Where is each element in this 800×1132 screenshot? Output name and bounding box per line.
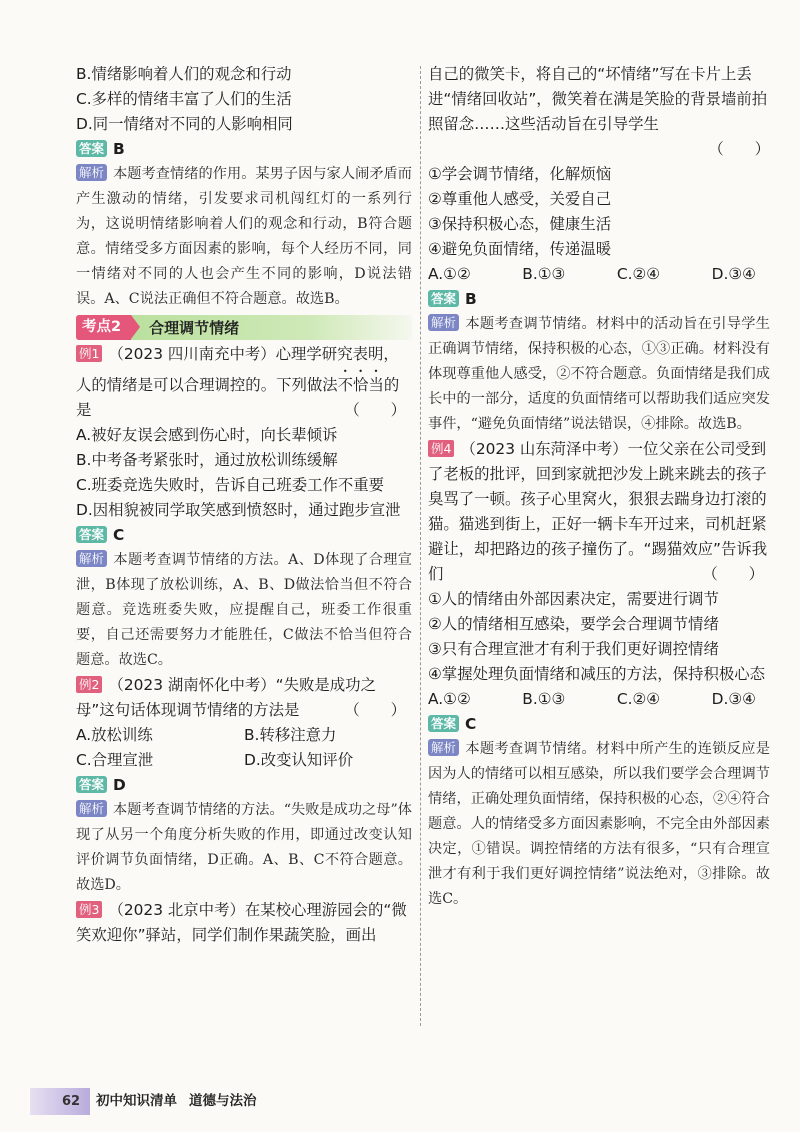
choice: A.①② bbox=[428, 265, 471, 283]
option: A.放松训练 bbox=[76, 726, 153, 744]
example-tag: 例3 bbox=[76, 901, 102, 918]
choice: B.①③ bbox=[522, 265, 566, 283]
statement-item: ④掌握处理负面情绪和减压的方法，保持积极心态 bbox=[428, 665, 766, 683]
answer-line bbox=[428, 287, 770, 312]
answer-blank: （ ） bbox=[702, 565, 764, 583]
answer-blank: （ ） bbox=[708, 140, 770, 158]
option-line: C.班委竞选失败时，告诉自己班委工作不重要 bbox=[76, 476, 385, 494]
choice: A.①② bbox=[428, 690, 471, 708]
knowledge-point-banner bbox=[76, 315, 412, 340]
emphasized-text: 不恰当 bbox=[337, 376, 384, 394]
choice: D.③④ bbox=[711, 265, 756, 283]
explanation-text: 本题考查调节情绪的方法。“失败是成功之母”体现了从另一个角度分析失败的作用，即通过改变认知评价调节负面情绪，D正确。A、B、C不符合题意。故选D。 bbox=[76, 802, 412, 893]
answer-tag: 答案 bbox=[428, 290, 459, 307]
options-grid bbox=[76, 723, 412, 773]
choice: C.②④ bbox=[616, 265, 661, 283]
answer-value: C bbox=[465, 715, 477, 733]
stem-text: （2023 湖南怀化中考）“失败是成功之母”这句话体现调节情绪的方法是 bbox=[76, 676, 376, 719]
explanation-tag: 解析 bbox=[76, 800, 107, 817]
answer-tag: 答案 bbox=[76, 776, 107, 793]
right-column bbox=[428, 62, 770, 912]
statement-item: ②尊重他人感受，关爱自己 bbox=[428, 190, 612, 208]
answer-value: B bbox=[113, 140, 125, 158]
explanation-text: 本题考查调节情绪。材料中的活动旨在引导学生正确调节情绪，保持积极的心态，①③正确。材料没有体现尊重他人感受，②不符合题意。负面情绪是我们成长中的一部分，适度的负面情绪可以帮助我们适应突发事件，“避免负面情绪”说法错误，④排除。故选B。 bbox=[428, 316, 770, 432]
answer-tag: 答案 bbox=[428, 715, 459, 732]
example-tag: 例1 bbox=[76, 345, 102, 362]
stem-text: （2023 北京中考）在某校心理游园会的“微笑欢迎你”驿站，同学们制作果蔬笑脸，画出 bbox=[76, 901, 407, 944]
explanation-tag: 解析 bbox=[76, 550, 107, 567]
option-line: B.情绪影响着人们的观念和行动 bbox=[76, 65, 292, 83]
answer-tag: 答案 bbox=[76, 526, 107, 543]
answer-line bbox=[76, 773, 412, 798]
example-3-stem bbox=[76, 898, 412, 948]
left-column bbox=[76, 62, 412, 948]
answer-value: D bbox=[113, 776, 126, 794]
option-line: C.多样的情绪丰富了人们的生活 bbox=[76, 90, 292, 108]
page-number: 62 bbox=[62, 1094, 81, 1109]
statement-item: ④避免负面情绪，传递温暖 bbox=[428, 240, 612, 258]
explanation bbox=[428, 312, 770, 437]
option: D.改变认知评价 bbox=[244, 751, 354, 769]
answer-blank-line bbox=[428, 137, 770, 162]
example-tag: 例4 bbox=[428, 440, 454, 457]
explanation bbox=[76, 548, 412, 673]
footer-title bbox=[96, 1088, 269, 1115]
footer-color-bar bbox=[30, 1088, 90, 1115]
explanation-text: 本题考查调节情绪。材料中所产生的连锁反应是因为人的情绪可以相互感染，所以我们要学会合理调节情绪，正确处理负面情绪，保持积极的心态，②④符合题意。人的情绪受多方面因素影响，不完全由外部因素决定，①错误。调控情绪的方法有很多，“只有合理宣泄才有利于我们更好调控情绪”说法绝对，③排除。故选C。 bbox=[428, 741, 770, 907]
answer-line bbox=[428, 712, 770, 737]
choice-row bbox=[428, 262, 770, 287]
explanation-tag: 解析 bbox=[76, 164, 107, 181]
statement-item: ②人的情绪相互感染，要学会合理调节情绪 bbox=[428, 615, 719, 633]
knowledge-point-title: 合理调节情绪 bbox=[149, 319, 240, 337]
option-line: B.中考备考紧张时，通过放松训练缓解 bbox=[76, 451, 338, 469]
choice: C.②④ bbox=[616, 690, 661, 708]
choice: B.①③ bbox=[522, 690, 566, 708]
statement-item: ①学会调节情绪，化解烦恼 bbox=[428, 165, 612, 183]
explanation-tag: 解析 bbox=[428, 739, 459, 756]
explanation-text: 本题考查情绪的作用。某男子因与家人闹矛盾而产生激动的情绪，引发要求司机闯红灯的一系列行为，这说明情绪影响着人们的观念和行动，B符合题意。情绪受多方面因素的影响，每个人经历不同，同一情绪对不同的人也会产生不同的影响，D说法错误。A、C说法正确但不符合题意。故选B。 bbox=[76, 166, 412, 307]
answer-value: B bbox=[465, 290, 477, 308]
explanation-tag: 解析 bbox=[428, 314, 459, 331]
knowledge-point-badge: 考点2 bbox=[76, 315, 131, 340]
option: C.合理宣泄 bbox=[76, 751, 154, 769]
explanation bbox=[76, 798, 412, 898]
option: B.转移注意力 bbox=[244, 726, 337, 744]
example-tag: 例2 bbox=[76, 676, 102, 693]
book-title: 初中知识清单 bbox=[96, 1093, 177, 1109]
statement-item: ①人的情绪由外部因素决定，需要进行调节 bbox=[428, 590, 719, 608]
page-footer bbox=[0, 1088, 800, 1115]
stem-text: 的是 bbox=[76, 376, 400, 419]
example-1-stem bbox=[76, 342, 412, 423]
answer-value: C bbox=[113, 526, 125, 544]
answer-line bbox=[76, 137, 412, 162]
example-2-stem bbox=[76, 673, 412, 723]
example-4-stem bbox=[428, 437, 770, 587]
choice-row bbox=[428, 687, 770, 712]
statement-item: ③保持积极心态，健康生活 bbox=[428, 215, 612, 233]
answer-line bbox=[76, 523, 412, 548]
explanation bbox=[428, 737, 770, 912]
statement-item: ③只有合理宣泄才有利于我们更好调控情绪 bbox=[428, 640, 719, 658]
answer-blank: （ ） bbox=[344, 701, 406, 719]
option-line: D.因相貌被同学取笑感到愤怒时，通过跑步宣泄 bbox=[76, 501, 401, 519]
stem-text: （2023 四川南充中考）心理学研究表明，人的情绪是可以合理调控的。下列做法 bbox=[76, 345, 399, 394]
explanation bbox=[76, 162, 412, 312]
column-divider bbox=[420, 66, 421, 1026]
example-3-stem-continued: 自己的微笑卡，将自己的“坏情绪”写在卡片上丢进“情绪回收站”，微笑着在满是笑脸的背景墙前拍照留念……这些活动旨在引导学生 bbox=[428, 65, 768, 133]
choice: D.③④ bbox=[711, 690, 756, 708]
answer-blank: （ ） bbox=[344, 401, 406, 419]
explanation-text: 本题考查调节情绪的方法。A、D体现了合理宣泄，B体现了放松训练，A、B、D做法恰当但不符合题意。竞选班委失败，应提醒自己，班委工作很重要，自己还需要努力才能胜任，C做法不恰当但符合题意。故选C。 bbox=[76, 552, 412, 668]
answer-tag: 答案 bbox=[76, 140, 107, 157]
stem-text: （2023 山东菏泽中考）一位父亲在公司受到了老板的批评，回到家就把沙发上跳来跳去的孩子臭骂了一顿。孩子心里窝火，狠狠去踹身边打滚的猫。猫逃到街上，正好一辆卡车开过来，司机赶紧避让，却把路边的孩子撞伤了。“踢猫效应”告诉我们 bbox=[428, 440, 768, 583]
subject-name: 道德与法治 bbox=[189, 1093, 257, 1109]
option-line: A.被好友误会感到伤心时，向长辈倾诉 bbox=[76, 426, 338, 444]
option-line: D.同一情绪对不同的人影响相同 bbox=[76, 115, 293, 133]
